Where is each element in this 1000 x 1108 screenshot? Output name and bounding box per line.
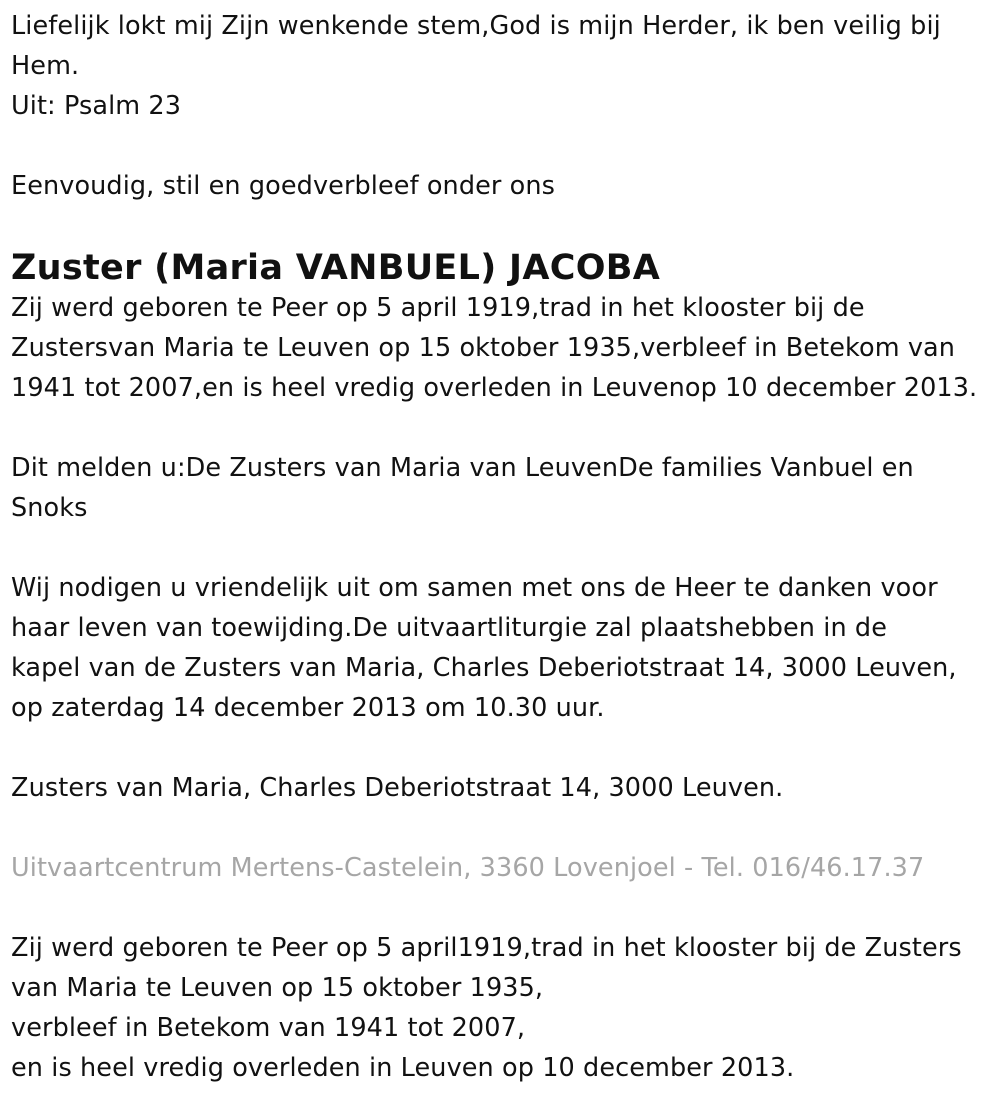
spacer bbox=[11, 888, 988, 928]
verse-line-2: Hem. bbox=[11, 51, 80, 81]
invitation-line-4: op zaterdag 14 december 2013 om 10.30 uur. bbox=[11, 693, 605, 723]
spacer bbox=[11, 808, 988, 848]
bio-repeat-line-4: en is heel vredig overleden in Leuven op 10 december 2013. bbox=[11, 1053, 795, 1083]
verse-source: Uit: Psalm 23 bbox=[11, 91, 182, 121]
invitation-line-3: kapel van de Zusters van Maria, Charles Deberiotstraat 14, 3000 Leuven, bbox=[11, 653, 957, 683]
bio-line-2: Zustersvan Maria te Leuven op 15 oktober 1935,verbleef in Betekom van bbox=[11, 333, 956, 363]
funeral-home-text: Uitvaartcentrum Mertens-Castelein, 3360 Lovenjoel - Tel. 016/46.17.37 bbox=[11, 853, 925, 883]
spacer bbox=[11, 206, 988, 246]
spacer bbox=[11, 126, 988, 166]
spacer bbox=[11, 408, 988, 448]
bio-line-1: Zij werd geboren te Peer op 5 april 1919,trad in het klooster bij de bbox=[11, 293, 865, 323]
deceased-name: Zuster (Maria VANBUEL) JACOBA bbox=[11, 248, 661, 288]
bio-repeat-line-3: verbleef in Betekom van 1941 tot 2007, bbox=[11, 1013, 526, 1043]
announced-by-line-2: Snoks bbox=[11, 493, 88, 523]
intro-text: Eenvoudig, stil en goedverbleef onder ons bbox=[11, 171, 556, 201]
spacer bbox=[11, 528, 988, 568]
bio-repeat-line-2: van Maria te Leuven op 15 oktober 1935, bbox=[11, 973, 544, 1003]
bio-line-3: 1941 tot 2007,en is heel vredig overleden in Leuvenop 10 december 2013. bbox=[11, 373, 978, 403]
address-text: Zusters van Maria, Charles Deberiotstraat 14, 3000 Leuven. bbox=[11, 773, 784, 803]
invitation-line-2: haar leven van toewijding.De uitvaartliturgie zal plaatshebben in de bbox=[11, 613, 887, 643]
invitation-line-1: Wij nodigen u vriendelijk uit om samen met ons de Heer te danken voor bbox=[11, 573, 938, 603]
verse-line-1: Liefelijk lokt mij Zijn wenkende stem,God is mijn Herder, ik ben veilig bij bbox=[11, 11, 941, 41]
bio-repeat-line-1: Zij werd geboren te Peer op 5 april1919,trad in het klooster bij de Zusters bbox=[11, 933, 962, 963]
spacer bbox=[11, 728, 988, 768]
announced-by-line-1: Dit melden u:De Zusters van Maria van LeuvenDe families Vanbuel en bbox=[11, 453, 914, 483]
